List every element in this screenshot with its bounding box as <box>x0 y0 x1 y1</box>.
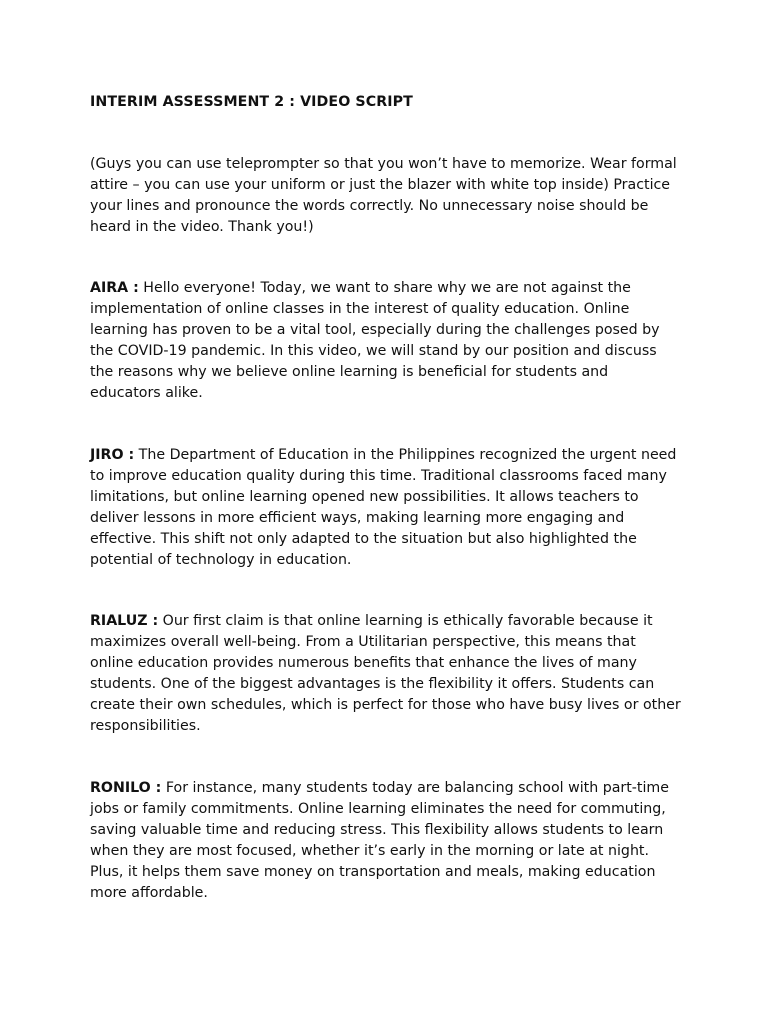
speaker-line-text: For instance, many students today are balancing school with part-time jobs or family commitments. Online learning eliminates the need for commuting, saving valuable time and reducing stress. This flexibility allows students to learn when they are most focused, whether it’s early in the morning or late at night. Plus, it helps them save money on transportation and meals, making education more affordable. <box>90 780 669 901</box>
speaker-name: RONILO : <box>90 780 162 796</box>
speaker-name: JIRO : <box>90 447 135 463</box>
script-line-aira <box>90 278 682 403</box>
speaker-line-text: The Department of Education in the Philippines recognized the urgent need to improve education quality during this time. Traditional classrooms faced many limitations, but online learning opened new possibilities. It allows teachers to deliver lessons in more efficient ways, making learning more engaging and effective. This shift not only adapted to the situation but also highlighted the potential of technology in education. <box>90 447 677 568</box>
intro-paragraph: (Guys you can use teleprompter so that you won’t have to memorize. Wear formal attire – you can use your uniform or just the blazer with white top inside) Practice your lines and pronounce the words correctly. No unnecessary noise should be heard in the video. Thank you!) <box>90 156 677 235</box>
script-line-jiro <box>90 445 682 570</box>
speaker-name: AIRA : <box>90 280 139 296</box>
script-line-ronilo <box>90 778 682 903</box>
speaker-line-text: Hello everyone! Today, we want to share why we are not against the implementation of online classes in the interest of quality education. Online learning has proven to be a vital tool, especially during the challenges posed by the COVID-19 pandemic. In this video, we will stand by our position and discuss the reasons why we believe online learning is beneficial for students and educators alike. <box>90 280 660 401</box>
speaker-name: RIALUZ : <box>90 613 159 629</box>
document-title: INTERIM ASSESSMENT 2 : VIDEO SCRIPT <box>90 94 413 110</box>
script-line-rialuz <box>90 611 682 736</box>
speaker-line-text: Our first claim is that online learning is ethically favorable because it maximizes overall well-being. From a Utilitarian perspective, this means that online education provides numerous benefits that enhance the lives of many students. One of the biggest advantages is the flexibility it offers. Students can create their own schedules, which is perfect for those who have busy lives or other responsibilities. <box>90 613 681 734</box>
